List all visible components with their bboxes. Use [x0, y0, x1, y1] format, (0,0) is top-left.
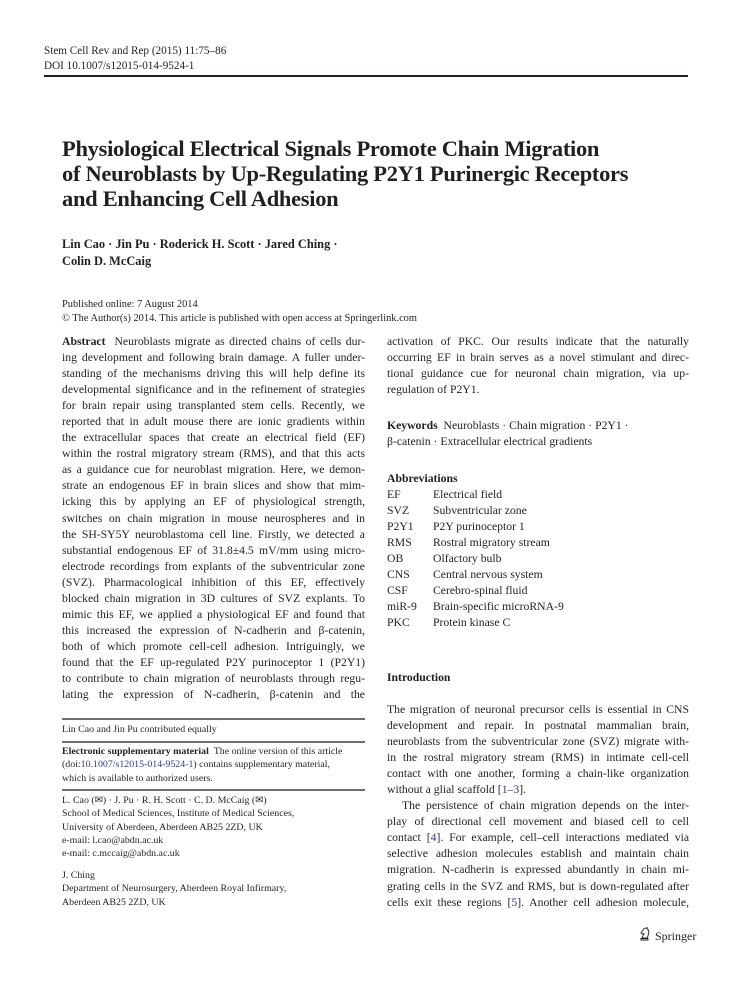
abbreviations-heading: Abbreviations — [387, 472, 458, 485]
abbreviations — [387, 471, 564, 631]
affiliation-line: School of Medical Sciences, Institute of Medical Sciences, — [62, 808, 295, 820]
equal-contribution-note: Lin Cao and Jin Pu contributed equally — [62, 724, 217, 735]
keywords — [387, 418, 689, 450]
abbreviation-term: SVZ — [387, 504, 410, 517]
affiliation-line: Department of Neurosurgery, Aberdeen Royal Infirmary, — [62, 883, 287, 895]
abbreviation-term: RMS — [387, 536, 412, 549]
title-line: Physiological Electrical Signals Promote Chain Migration — [62, 136, 600, 161]
abstract-line: electrode recordings from explants of the subventricular zone — [62, 559, 365, 573]
doi-header: DOI 10.1007/s12015-014-9524-1 — [44, 60, 195, 72]
abstract-line: (SVZ). Pharmacological inhibition of this EF, effectively — [62, 575, 365, 589]
abstract-line: reported that in adult mouse there are ionic gradients within — [62, 415, 365, 429]
abstract-continued — [387, 334, 689, 398]
header-rule — [44, 75, 688, 77]
abstract-line: regulation of P2Y1. — [387, 383, 480, 397]
supplementary-doi-link[interactable]: 10.1007/s12015-014-9524-1 — [80, 759, 194, 771]
authors-line: Lin Cao · Jin Pu · Roderick H. Scott · Jared Ching · — [62, 237, 338, 251]
abstract-line: both of which promote cell-cell adhesion. Intriguingly, we — [62, 639, 365, 653]
abstract-line: ing development and following brain damage. A fuller under- — [62, 351, 365, 365]
reference-link[interactable]: 1–3 — [501, 783, 520, 797]
abstract-line: as a guidance cue for neuroblast migration. Here, we demon- — [62, 463, 365, 477]
keywords-line: β-catenin · Extracellular electrical gradients — [387, 435, 593, 448]
abstract-line: developmental significance and in the refinement of strategies — [62, 383, 365, 397]
abbreviation-definition: Protein kinase C — [433, 616, 511, 629]
abbreviation-row — [387, 567, 564, 583]
abstract-line: mimic this EF, we applied a physiological EF and found that — [62, 607, 365, 621]
abbreviation-definition: Cerebro-spinal fluid — [433, 584, 528, 597]
email-cao[interactable]: e-mail: l.cao@abdn.ac.uk — [62, 834, 164, 846]
abbreviation-definition: Subventricular zone — [433, 504, 527, 517]
abstract-line: Abstract Neuroblasts migrate as directed chains of cells dur- — [62, 335, 365, 348]
abbreviation-row — [387, 615, 564, 631]
abstract-line: found that the EF up-regulated P2Y purinoceptor 1 (P2Y1) — [62, 655, 365, 669]
abstract-line: to contribute to chain migration of neuroblasts through regu- — [62, 671, 365, 685]
abstract-line: icking this by applying an EF of physiological strength, — [62, 495, 365, 509]
affiliation-line: University of Aberdeen, Aberdeen AB25 2ZD, UK — [62, 821, 263, 833]
published-date: Published online: 7 August 2014 — [62, 299, 198, 310]
supplementary-material-note: Electronic supplementary material The online version of this article (doi:10.1007/s12015-014-9524-1) contains supplementary material, which is available to authorized users. — [62, 746, 343, 784]
intro-line: The migration of neuronal precursor cells is essential in CNS — [387, 703, 689, 716]
abbreviation-term: EF — [387, 488, 401, 501]
intro-line: development and repair. In postnatal mammalian brain, — [387, 719, 689, 733]
abbreviation-term: CSF — [387, 584, 408, 597]
keywords-label: Keywords — [387, 419, 438, 432]
abbreviation-definition: Olfactory bulb — [433, 552, 502, 565]
springer-chess-knight-icon — [638, 927, 651, 945]
copyright-notice: © The Author(s) 2014. This article is published with open access at Springerlink.com — [62, 313, 417, 324]
introduction-heading: Introduction — [387, 671, 451, 684]
abstract-line: occurring EF in brain serves as a novel stimulant and direc- — [387, 351, 689, 365]
abbreviation-term: OB — [387, 552, 404, 565]
title-line: of Neuroblasts by Up-Regulating P2Y1 Purinergic Receptors — [62, 161, 629, 186]
abstract-label: Abstract — [62, 335, 106, 348]
title-line: and Enhancing Cell Adhesion — [62, 186, 339, 211]
affiliation-authors: J. Ching — [62, 870, 95, 881]
intro-line: play of directional cell movement and biased cell to cell — [387, 815, 689, 829]
reference-link[interactable]: 4 — [430, 831, 437, 845]
intro-line: cells exit these regions [5]. Another cell adhesion molecule, — [387, 895, 689, 909]
abbreviation-row — [387, 503, 564, 519]
abstract-line: tional guidance cue for neuronal chain migration, via up- — [387, 367, 689, 381]
abstract-line: switches on chain migration in mouse neurospheres and in — [62, 511, 365, 525]
authors-line: Colin D. McCaig — [62, 254, 152, 268]
abbreviation-row — [387, 583, 564, 599]
author-list — [62, 236, 622, 270]
abbreviation-term: miR-9 — [387, 600, 417, 613]
intro-line: without a glial scaffold [1–3]. — [387, 783, 527, 797]
reference-link[interactable]: 5 — [511, 895, 518, 909]
abstract-line: for brain repair using transplanted stem cells. Recently, we — [62, 399, 365, 413]
abbreviation-definition: Electrical field — [433, 488, 503, 501]
footnote-rule — [62, 789, 365, 791]
footnote-rule — [62, 741, 365, 743]
publisher-logo — [638, 927, 696, 945]
abstract-line: activation of PKC. Our results indicate that the naturally — [387, 335, 689, 348]
intro-line: in the rostral migratory stream (RMS) in intimate cell-cell — [387, 751, 689, 765]
abstract-line: the extracellular spaces that create an electrical field (EF) — [62, 431, 365, 445]
abstract-line: standing of the mechanisms driving this will help define its — [62, 367, 365, 381]
abbreviation-definition: P2Y purinoceptor 1 — [433, 520, 525, 533]
intro-line: contact with one another, forming a chain-like organization — [387, 767, 689, 781]
abstract-line: within the rostral migratory stream (RMS), and that this acts — [62, 447, 365, 461]
abbreviation-row — [387, 519, 564, 535]
abbreviation-definition: Central nervous system — [433, 568, 543, 581]
email-mccaig[interactable]: e-mail: c.mccaig@abdn.ac.uk — [62, 848, 180, 860]
footnote-rule — [62, 718, 365, 720]
abstract-line: substantial endogenous EF of 31.8±4.5 mV/mm using micro- — [62, 543, 365, 557]
affiliation-line: Aberdeen AB25 2ZD, UK — [62, 896, 166, 908]
abbreviation-row — [387, 551, 564, 567]
intro-line: neuroblasts from the subventricular zone (SVZ) migrate with- — [387, 735, 689, 749]
abbreviation-row — [387, 487, 564, 503]
esm-label: Electronic supplementary material — [62, 746, 209, 757]
abbreviation-row — [387, 535, 564, 551]
abstract-line: the SH-SY5Y neuroblastoma cell line. Firstly, we detected a — [62, 527, 365, 541]
introduction-body — [387, 702, 689, 911]
intro-line: The persistence of chain migration depends on the inter- — [402, 799, 689, 813]
abbreviation-row — [387, 599, 564, 615]
affiliation-2 — [62, 869, 365, 909]
abstract-line: lating the expression of N-cadherin, β-catenin and the — [62, 688, 365, 702]
abstract-line: strate an endogenous EF in brain slices and show that mim- — [62, 479, 365, 493]
article-title — [62, 136, 682, 211]
affiliation-1 — [62, 794, 365, 860]
intro-line: migration. N-cadherin is expressed abundantly in chain mi- — [387, 863, 689, 877]
abbreviation-term: CNS — [387, 568, 410, 581]
abbreviation-definition: Rostral migratory stream — [433, 536, 550, 549]
intro-line: selective adhesion molecules establish and maintain chain — [387, 847, 689, 861]
intro-line: contact [4]. For example, cell–cell interactions mediated via — [387, 831, 690, 845]
abbreviation-term: PKC — [387, 616, 410, 629]
intro-line: grating cells in the SVZ and RMS, but is down-regulated after — [387, 879, 689, 893]
abbreviation-term: P2Y1 — [387, 520, 414, 533]
abbreviation-definition: Brain-specific microRNA-9 — [433, 600, 564, 613]
abstract — [62, 334, 365, 703]
publisher-name: Springer — [655, 928, 697, 943]
abstract-line: this increased the expression of N-cadherin and β-catenin, — [62, 623, 365, 637]
abstract-line: blocked chain migration in 3D cultures of SVZ explants. To — [62, 591, 365, 605]
affiliation-authors: L. Cao (✉) · J. Pu · R. H. Scott · C. D. McCaig (✉) — [62, 795, 267, 806]
publication-info — [62, 298, 417, 326]
journal-citation: Stem Cell Rev and Rep (2015) 11:75–86 — [44, 45, 227, 57]
keywords-line: Neuroblasts · Chain migration · P2Y1 · — [443, 419, 629, 432]
